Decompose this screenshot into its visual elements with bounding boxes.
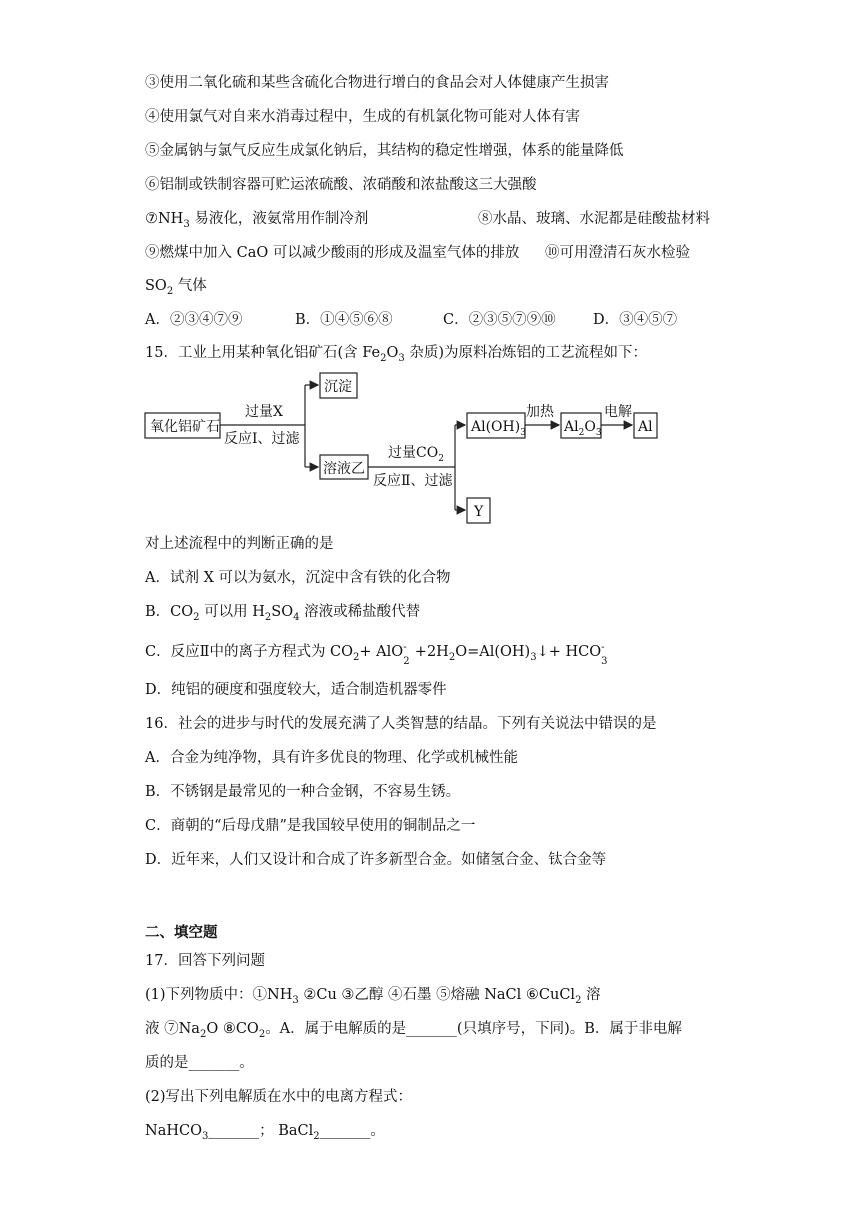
q16-option-d: D．近年来，人们又设计和合成了许多新型合金。如储氢合金、钛合金等	[145, 852, 607, 868]
label-heat: 加热	[526, 404, 554, 420]
q14-item-6: ⑥铝制或铁制容器可贮运浓硫酸、浓硝酸和浓盐酸这三大强酸	[145, 177, 537, 193]
q14-item-5: ⑤金属钠与氯气反应生成氯化钠后，其结构的稳定性增强，体系的能量降低	[145, 143, 624, 159]
label-solution: 溶液乙	[323, 461, 365, 477]
label-y: Y	[474, 504, 484, 520]
label-al2o3: $Al_2O_3$	[564, 419, 602, 438]
label-aloh3: $Al(OH)_3$	[471, 419, 526, 438]
flow-diagram	[0, 0, 860, 530]
section-heading: 二、填空题	[145, 924, 218, 941]
q17-part2-line: NaHCO$_3$_______； BaCl$_2$_______。	[145, 1123, 385, 1142]
alo2-scripts: - 2	[403, 642, 410, 667]
q14-item-7: $⑦NH_3$ 易液化，液氨常用作制冷剂	[145, 211, 369, 230]
q17-part1-line3: 质的是_______。	[145, 1055, 254, 1071]
hco3-scripts: - 3	[601, 642, 608, 667]
q17-part2: (2)写出下列电解质在水中的电离方程式：	[145, 1089, 413, 1105]
q16-option-b: B．不锈钢是最常见的一种合金钢，不容易生锈。	[145, 784, 461, 800]
q14-option-d: D．③④⑤⑦	[593, 312, 678, 328]
q17-part1-line1: (1)下列物质中：$①NH_3$ ②Cu ③乙醇 ④石墨 ⑤熔融 NaCl ⑥CuCl$_2$ 溶	[145, 987, 601, 1006]
label-al: Al	[638, 419, 653, 435]
q15-option-c: C．反应Ⅱ中的离子方程式为 $CO_2+$ AlO - 2 $+2H_2O=Al(OH)_3↓+$ HCO - 3	[145, 642, 608, 667]
label-ore: 氧化铝矿石	[150, 419, 220, 435]
q15-stem: 15．工业上用某种氧化铝矿石(含 $Fe_2O_3$ 杂质)为原料冶炼铝的工艺流程如下：	[145, 345, 647, 364]
q17-part1-line2: 液 $⑦Na_2O$ $⑧CO_2$。A．属于电解质的是_______(只填序号，下同)。B．属于非电解	[145, 1021, 682, 1040]
q14-item-8: ⑧水晶、玻璃、水泥都是硅酸盐材料	[478, 211, 710, 227]
label-co2: 过量$CO_2$	[388, 445, 444, 464]
q14-item-3: ③使用二氧化硫和某些含硫化合物进行增白的食品会对人体健康产生损害	[145, 75, 609, 91]
label-electrolysis: 电解	[604, 404, 632, 420]
q15-option-a: A．试剂 X 可以为氨水，沉淀中含有铁的化合物	[145, 570, 451, 586]
label-reaction1: 反应Ⅰ、过滤	[224, 431, 300, 447]
label-precipitate: 沉淀	[324, 379, 352, 395]
q14-option-b: B．①④⑤⑥⑧	[295, 312, 393, 328]
q15-option-d: D．纯铝的硬度和强度较大，适合制造机器零件	[145, 682, 447, 698]
q14-option-c: C．②③⑤⑦⑨⑩	[443, 312, 556, 328]
q15-question: 对上述流程中的判断正确的是	[145, 536, 334, 552]
q14-item-4: ④使用氯气对自来水消毒过程中，生成的有机氯化物可能对人体有害	[145, 109, 580, 125]
q16-option-c: C．商朝的“后母戊鼎”是我国较早使用的铜制品之一	[145, 818, 476, 834]
label-reaction2: 反应Ⅱ、过滤	[373, 473, 453, 489]
label-reagent: 过量X	[245, 404, 283, 420]
q14-item-9: ⑨燃煤中加入 CaO 可以减少酸雨的形成及温室气体的排放	[145, 245, 520, 261]
q14-option-a: A．②③④⑦⑨	[145, 312, 243, 328]
q15-option-b: B．$CO_2$ 可以用 $H_2SO_4$ 溶液或稀盐酸代替	[145, 604, 421, 623]
q16-stem: 16．社会的进步与时代的发展充满了人类智慧的结晶。下列有关说法中错误的是	[145, 716, 657, 732]
q14-item-10-cont: $SO_2$ 气体	[145, 278, 207, 297]
q17-stem: 17．回答下列问题	[145, 953, 265, 969]
q14-item-10: ⑩可用澄清石灰水检验	[545, 245, 690, 261]
q16-option-a: A．合金为纯净物，具有许多优良的物理、化学或机械性能	[145, 750, 518, 766]
